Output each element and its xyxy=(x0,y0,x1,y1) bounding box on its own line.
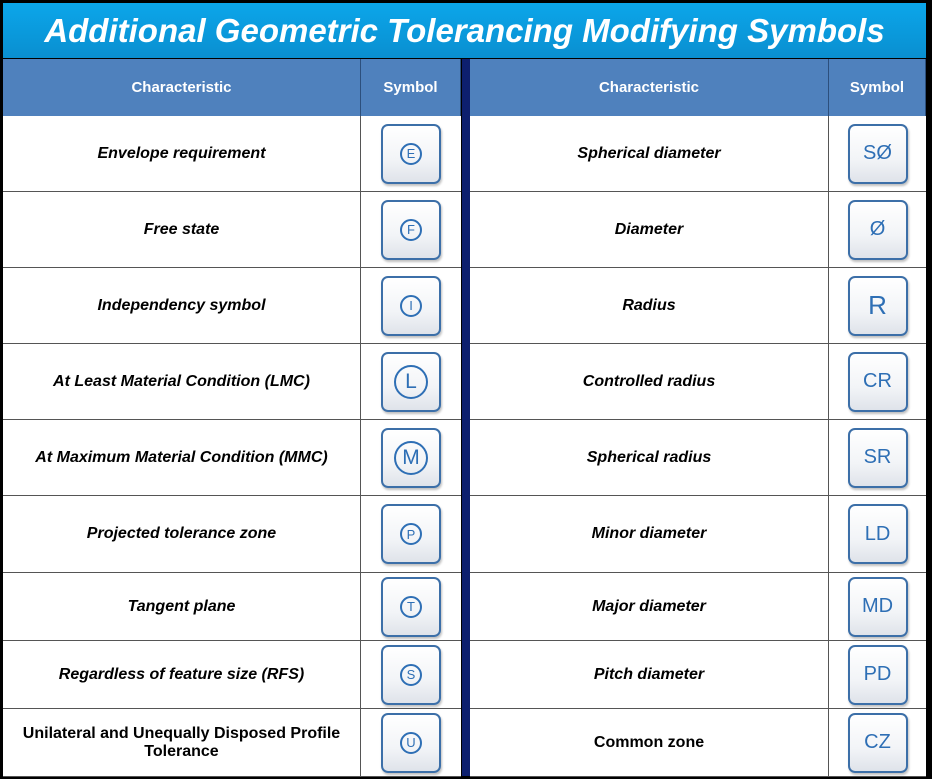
table-row xyxy=(470,344,926,420)
symbol-cell xyxy=(829,116,926,191)
circled-symbol-icon: L xyxy=(394,365,428,399)
circled-symbol-icon: U xyxy=(400,732,422,754)
symbol-cell xyxy=(361,709,461,776)
symbol-text: SØ xyxy=(863,142,892,164)
symbol-box xyxy=(381,124,441,184)
symbol-box xyxy=(381,577,441,637)
table-row xyxy=(3,709,461,777)
table-row xyxy=(470,116,926,192)
table-row xyxy=(470,709,926,777)
characteristic-header: Characteristic xyxy=(3,59,361,116)
symbol-cell xyxy=(361,268,461,343)
symbol-cell xyxy=(361,496,461,572)
symbol-box xyxy=(381,352,441,412)
characteristic-cell: Diameter xyxy=(470,192,829,267)
table-row xyxy=(470,641,926,709)
characteristic-cell: At Least Material Condition (LMC) xyxy=(3,344,361,419)
symbol-cell xyxy=(361,420,461,495)
center-divider xyxy=(462,59,470,776)
table-row xyxy=(470,268,926,344)
table-row xyxy=(3,344,461,420)
characteristic-cell: Spherical radius xyxy=(470,420,829,495)
table-row xyxy=(3,420,461,496)
characteristic-cell: Envelope requirement xyxy=(3,116,361,191)
characteristic-header: Characteristic xyxy=(470,59,829,116)
table-row xyxy=(3,641,461,709)
symbol-cell xyxy=(829,573,926,640)
characteristic-cell: Major diameter xyxy=(470,573,829,640)
characteristic-cell: Radius xyxy=(470,268,829,343)
symbol-box xyxy=(381,645,441,705)
circled-symbol-icon: F xyxy=(400,219,422,241)
symbol-cell xyxy=(361,573,461,640)
page-title: Additional Geometric Tolerancing Modifying Symbols xyxy=(44,12,885,49)
symbol-text: SR xyxy=(863,446,892,468)
left-header-row xyxy=(3,59,461,116)
table-row xyxy=(470,192,926,268)
symbol-text: CR xyxy=(863,370,892,392)
symbol-header: Symbol xyxy=(829,59,926,116)
characteristic-cell: Unilateral and Unequally Disposed Profile Tolerance xyxy=(3,709,361,776)
circled-symbol-icon: P xyxy=(400,523,422,545)
symbol-cell xyxy=(829,192,926,267)
characteristic-cell: Free state xyxy=(3,192,361,267)
characteristic-cell: Tangent plane xyxy=(3,573,361,640)
right-table xyxy=(470,59,926,776)
symbol-cell xyxy=(361,344,461,419)
symbol-text: PD xyxy=(863,663,892,685)
table-row xyxy=(3,268,461,344)
symbol-box xyxy=(381,504,441,564)
circled-symbol-icon: T xyxy=(400,596,422,618)
characteristic-cell: Independency symbol xyxy=(3,268,361,343)
characteristic-cell: Regardless of feature size (RFS) xyxy=(3,641,361,708)
table-row xyxy=(470,420,926,496)
symbols-table xyxy=(3,59,926,776)
characteristic-cell: Minor diameter xyxy=(470,496,829,572)
table-row xyxy=(3,496,461,573)
symbol-cell xyxy=(829,344,926,419)
characteristic-cell: Pitch diameter xyxy=(470,641,829,708)
symbol-text: Ø xyxy=(869,218,886,240)
symbol-text: MD xyxy=(861,595,894,617)
circled-symbol-icon: S xyxy=(400,664,422,686)
symbol-box xyxy=(381,276,441,336)
symbol-cell xyxy=(361,192,461,267)
right-header-row xyxy=(470,59,926,116)
table-row xyxy=(470,573,926,641)
symbol-text: LD xyxy=(864,522,891,545)
symbol-box xyxy=(848,124,908,184)
symbol-cell xyxy=(361,116,461,191)
symbol-box xyxy=(848,645,908,705)
characteristic-cell: Spherical diameter xyxy=(470,116,829,191)
symbol-box xyxy=(848,504,908,564)
symbol-box xyxy=(848,713,908,773)
right-body xyxy=(470,116,926,777)
symbol-text: R xyxy=(868,290,887,320)
symbol-box xyxy=(848,200,908,260)
symbol-cell xyxy=(361,641,461,708)
symbol-cell xyxy=(829,709,926,776)
symbol-header: Symbol xyxy=(361,59,461,116)
table-row xyxy=(3,573,461,641)
table-row xyxy=(470,496,926,573)
table-row xyxy=(3,116,461,192)
left-body xyxy=(3,116,461,777)
characteristic-cell: Controlled radius xyxy=(470,344,829,419)
symbol-cell xyxy=(829,641,926,708)
symbol-box xyxy=(381,713,441,773)
title-bar xyxy=(3,3,926,58)
circled-symbol-icon: I xyxy=(400,295,422,317)
symbol-cell xyxy=(829,420,926,495)
symbol-box xyxy=(848,352,908,412)
symbol-box xyxy=(381,428,441,488)
table-row xyxy=(3,192,461,268)
circled-symbol-icon: M xyxy=(394,441,428,475)
symbol-cell xyxy=(829,496,926,572)
characteristic-cell: Common zone xyxy=(470,709,829,776)
characteristic-cell: Projected tolerance zone xyxy=(3,496,361,572)
symbol-box xyxy=(381,200,441,260)
circled-symbol-icon: E xyxy=(400,143,422,165)
symbol-box xyxy=(848,428,908,488)
symbol-box xyxy=(848,276,908,336)
symbol-text: CZ xyxy=(864,731,891,753)
symbol-box xyxy=(848,577,908,637)
left-table xyxy=(3,59,461,776)
symbol-cell xyxy=(829,268,926,343)
characteristic-cell: At Maximum Material Condition (MMC) xyxy=(3,420,361,495)
